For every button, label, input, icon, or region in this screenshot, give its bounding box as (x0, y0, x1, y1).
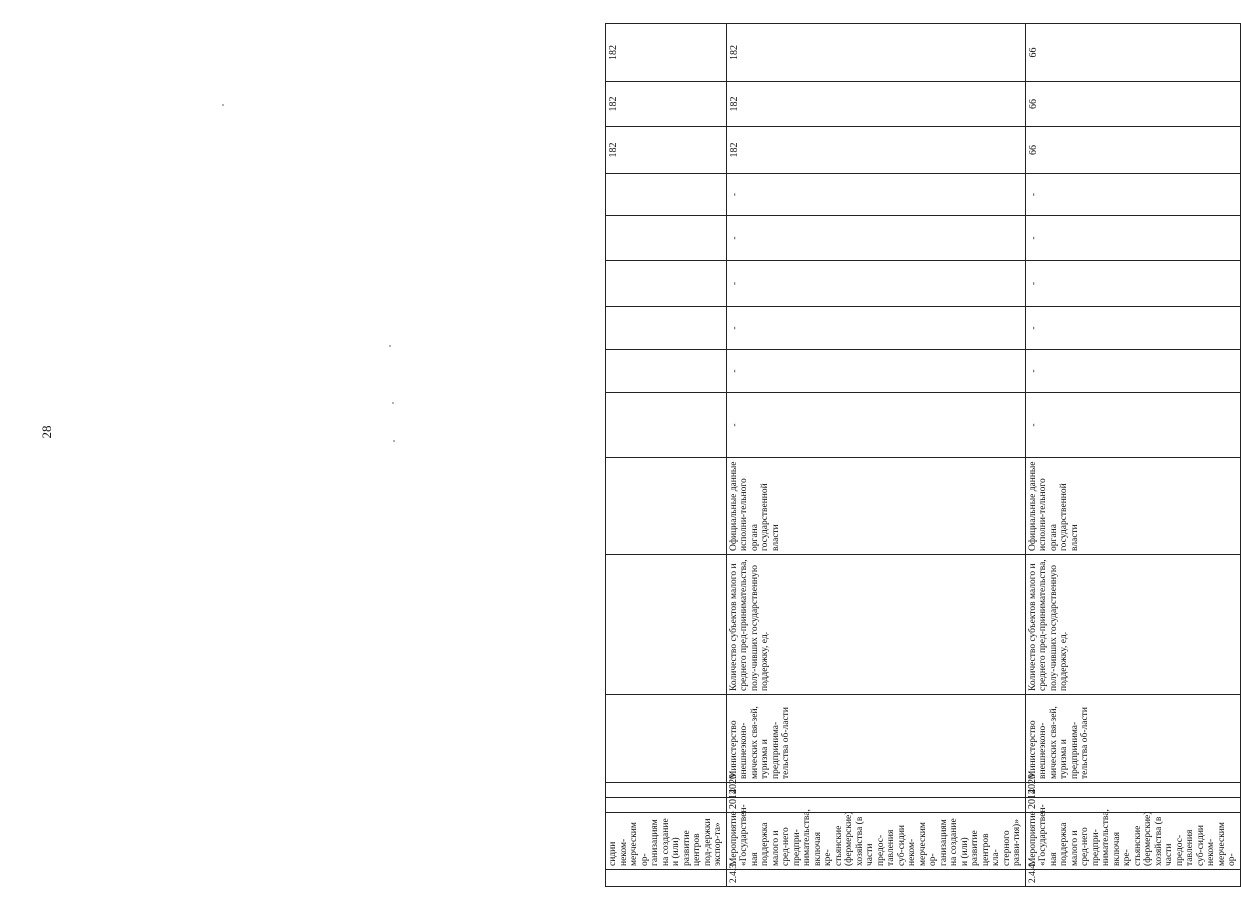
cell-value (606, 174, 727, 216)
cell-value: - (726, 350, 1025, 393)
cell-value: 182 (606, 82, 727, 127)
cell-value: - (726, 174, 1025, 216)
cell-year-end: 2020 (726, 783, 1025, 798)
cell-executor: Министерство внешнеэконо-мических свя-зей, туризма и предпринима-тельства об-ласти (726, 695, 1025, 783)
scan-speck (222, 104, 224, 106)
page-number: 28 (39, 425, 54, 439)
cell-num: 2.4.3. (726, 870, 1025, 887)
cell-value: 182 (726, 82, 1025, 127)
cell-value (606, 350, 727, 393)
scan-speck (392, 402, 394, 404)
cell-value: - (1025, 307, 1240, 350)
cell-executor (606, 695, 727, 783)
cell-value: - (1025, 393, 1240, 458)
cell-value (606, 216, 727, 261)
cell-value (606, 393, 727, 458)
cell-indicator: Количество субъектов малого и среднего пред-принимательства, полу-чивших государственную поддержку, ед. (726, 555, 1025, 695)
cell-value: - (1025, 350, 1240, 393)
cell-year-start (606, 798, 727, 813)
cell-indicator: Количество субъектов малого и среднего пред-принимательства, полу-чивших государственную поддержку, ед. (1025, 555, 1240, 695)
program-measures-table (605, 23, 1241, 887)
scan-speck (393, 440, 395, 442)
cell-year-end (606, 783, 727, 798)
cell-source: Официальные данные исполни-тельного органа государственной власти (726, 458, 1025, 555)
cell-value: 66 (1025, 24, 1240, 82)
table-row (1025, 24, 1240, 887)
cell-value: 182 (726, 127, 1025, 174)
cell-executor: Министерство внешнеэконо-мических свя-зей, туризма и предпринима-тельства об-ласти (1025, 695, 1240, 783)
cell-value: - (726, 216, 1025, 261)
cell-year-end: 2020 (1025, 783, 1240, 798)
cell-num: 2.4.4. (1025, 870, 1240, 887)
cell-name: Мероприятие «Государствен-ная поддержка малого и сред-него предпри-нимательства, включая кре-стьянские (фермерские) хозяйства (в части предос-тавления суб-сидии неком-мерческим ор- (1025, 813, 1240, 870)
cell-value (606, 261, 727, 307)
cell-source: Официальные данные исполни-тельного органа государственной власти (1025, 458, 1240, 555)
cell-value: - (726, 261, 1025, 307)
cell-source (606, 458, 727, 555)
cell-value: 182 (606, 24, 727, 82)
cell-value: - (1025, 174, 1240, 216)
cell-value (606, 307, 727, 350)
cell-value: - (1025, 216, 1240, 261)
rotated-table-wrapper (605, 23, 1237, 887)
cell-value: 182 (726, 24, 1025, 82)
cell-value: - (726, 393, 1025, 458)
cell-year-start: 2014 (1025, 798, 1240, 813)
scan-speck (389, 345, 391, 347)
cell-name: Мероприятие «Государствен-ная поддержка малого и сред-него предпри-нимательства, включая кре-стьянские (фермерские) хозяйства (в части предос-тавления суб-сидии неком-мерческим ор-ганизациям на создание и (или) развитие центров кла-стерного разви-тия)» (726, 813, 1025, 870)
cell-value: 66 (1025, 127, 1240, 174)
cell-value: 66 (1025, 82, 1240, 127)
table-row (606, 24, 727, 887)
cell-indicator (606, 555, 727, 695)
table-row (726, 24, 1025, 887)
cell-value: 182 (606, 127, 727, 174)
cell-value: - (1025, 261, 1240, 307)
cell-name: сидии неком-мерческим ор-ганизациям на создание и (или) развитие центров под-держки экспор-та» (606, 813, 727, 870)
cell-year-start: 2014 (726, 798, 1025, 813)
cell-value: - (726, 307, 1025, 350)
cell-num (606, 870, 727, 887)
